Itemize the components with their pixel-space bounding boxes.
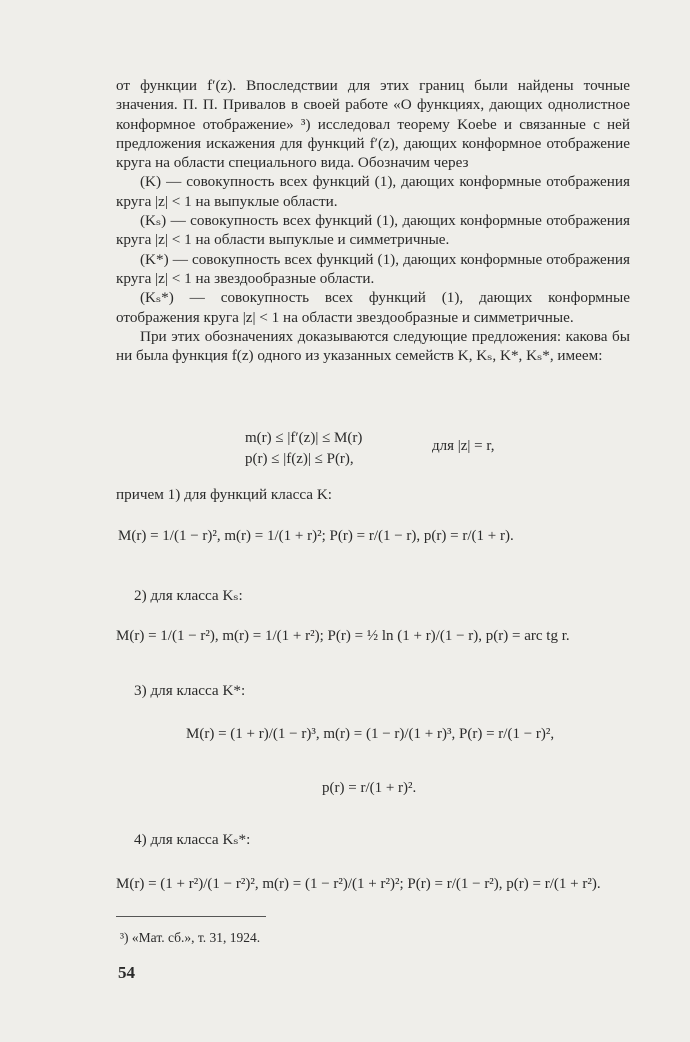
inequality-condition: для |z| = r, [432,438,495,454]
class-k-lead: причем 1) для функций класса K: [116,486,333,503]
paragraph-intro: от функции f′(z). Впоследствии для этих границ были найдены точные значения. П. П. Привалов в своей работе «О функциях, дающих однолистное конформное отображение» ³) исследовал теорему Koebe и связанные с ней предложения искажения для функций f′(z), дающих конформное отображение круга на области специального вида. Обозначим через [116,77,630,172]
definition-k: (K) — совокупность всех функций (1), дающих конформные отображения круга |z| < 1 на выпуклые области. [116,173,630,210]
paragraph-theorem: При этих обозначениях доказываются следующие предложения: какова бы ни была функция f(z) одного из указанных семейств K, Kₛ, K*, Kₛ*, имеем: [116,327,630,365]
class-kstar-lead: 3) для класса K*: [134,682,246,699]
formula-class-kstar-2: p(r) = r/(1 + r)². [322,780,417,796]
footnote: ³) «Мат. сб.», т. 31, 1924. [120,930,261,945]
definition-kstar: (K*) — совокупность всех функций (1), дающих конформные отображения круга |z| < 1 на звездообразные области. [116,250,630,287]
class-ks-lead: 2) для класса Kₛ: [134,587,243,604]
body-text [116,76,630,365]
formula-class-kstar-1: M(r) = (1 + r)/(1 − r)³, m(r) = (1 − r)/(1 + r)³, P(r) = r/(1 − r)², [186,726,555,742]
inequality-function: p(r) ≤ |f(z)| ≤ P(r), [245,451,354,467]
inequality-derivative: m(r) ≤ |f′(z)| ≤ M(r) [245,430,363,446]
footnote-divider [116,916,266,917]
formula-class-k: M(r) = 1/(1 − r)², m(r) = 1/(1 + r)²; P(r) = r/(1 − r), p(r) = r/(1 + r). [118,528,514,544]
definition-ksstar: (Kₛ*) — совокупность всех функций (1), дающих конформные отображения круга |z| < 1 на области звездообразные и симметричные. [116,289,630,326]
formula-class-ksstar: M(r) = (1 + r²)/(1 − r²)², m(r) = (1 − r²)/(1 + r²)²; P(r) = r/(1 − r²), p(r) = r/(1 + r²). [116,876,601,892]
page-number: 54 [118,963,135,982]
formula-class-ks: M(r) = 1/(1 − r²), m(r) = 1/(1 + r²); P(r) = ½ ln (1 + r)/(1 − r), p(r) = arc tg r. [116,628,570,644]
inequality-system [245,428,362,470]
definition-ks: (Kₛ) — совокупность всех функций (1), дающих конформные отображения круга |z| < 1 на области выпуклые и симметричные. [116,212,630,249]
class-ksstar-lead: 4) для класса Kₛ*: [134,831,251,848]
